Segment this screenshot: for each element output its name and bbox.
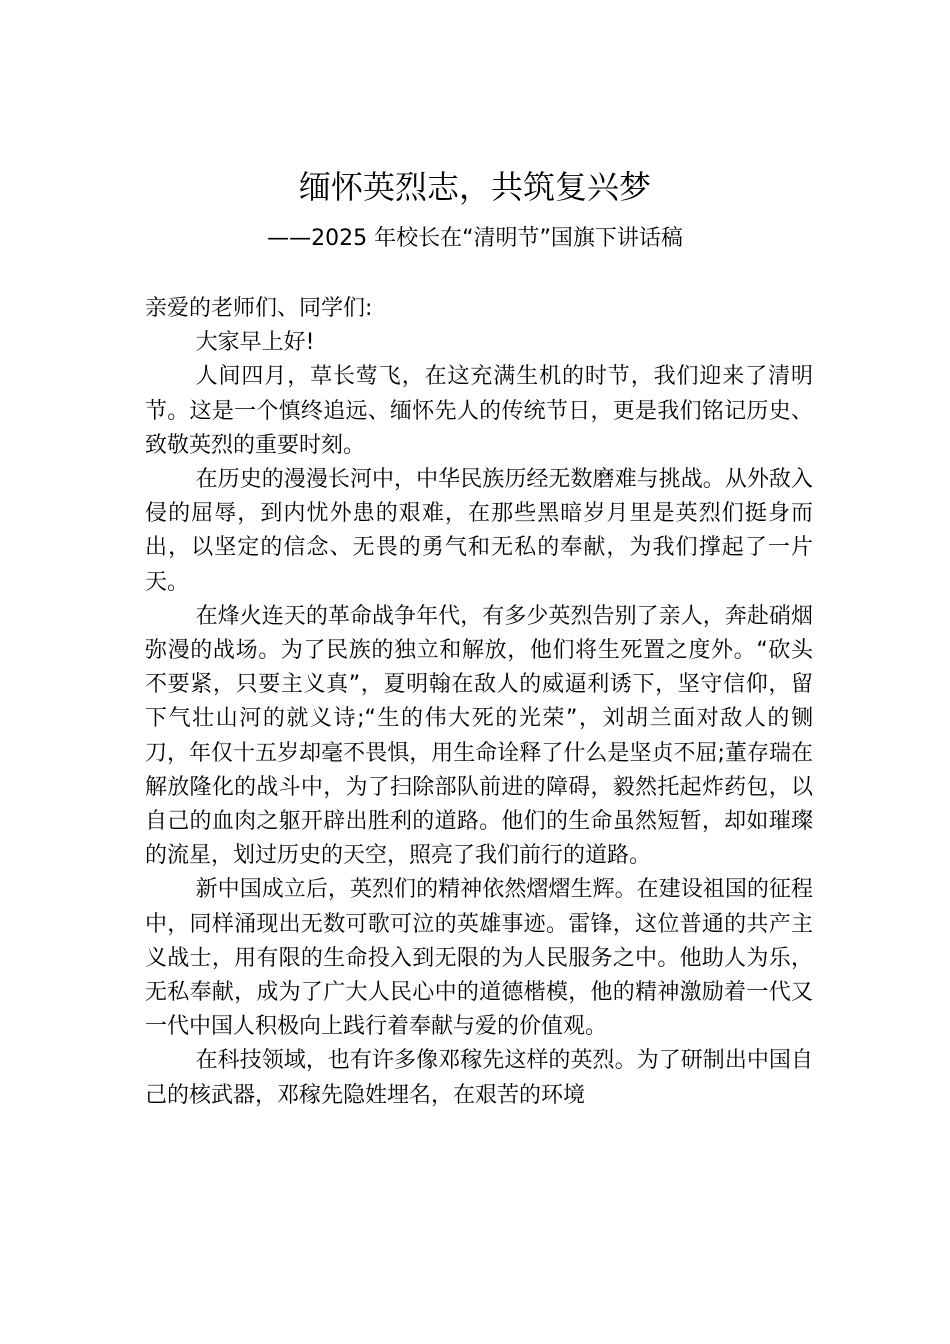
document-body (145, 292, 813, 1113)
paragraph: 在历史的漫漫长河中，中华民族历经无数磨难与挑战。从外敌入侵的屈辱，到内忧外患的艰难，在那些黑暗岁月里是英烈们挺身而出，以坚定的信念、无畏的勇气和无私的奉献，为我们撑起了一片天。 (145, 467, 813, 595)
paragraph: 人间四月，草长莺飞，在这充满生机的时节，我们迎来了清明节。这是一个慎终追远、缅怀先人的传统节日，更是我们铭记历史、致敬英烈的重要时刻。 (145, 364, 813, 458)
paragraph: 大家早上好! (195, 330, 315, 356)
document-title: 缅怀英烈志，共筑复兴梦 (298, 168, 651, 206)
salutation: 亲爱的老师们、同学们: (145, 296, 373, 321)
document-subtitle: ——2025 年校长在“清明节”国旗下讲话稿 (267, 226, 683, 251)
paragraph: 在科技领域，也有许多像邓稼先这样的英烈。为了研制出中国自己的核武器，邓稼先隐姓埋名，在艰苦的环境 (145, 1048, 813, 1108)
paragraph: 新中国成立后，英烈们的精神依然熠熠生辉。在建设祖国的征程中，同样涌现出无数可歌可泣的英雄事迹。雷锋，这位普通的共产主义战士，用有限的生命投入到无限的为人民服务之中。他助人为乐，无私奉献，成为了广大人民心中的道德楷模，他的精神激励着一代又一代中国人积极向上践行着奉献与爱的价值观。 (145, 877, 813, 1040)
paragraph: 在烽火连天的革命战争年代，有多少英烈告别了亲人，奔赴硝烟弥漫的战场。为了民族的独立和解放，他们将生死置之度外。“砍头不要紧，只要主义真”，夏明翰在敌人的威逼利诱下，坚守信仰，留下气壮山河的就义诗;“生的伟大死的光荣”，刘胡兰面对敌人的铡刀，年仅十五岁却毫不畏惧，用生命诠释了什么是坚贞不屈;董存瑞在解放隆化的战斗中，为了扫除部队前进的障碍，毅然托起炸药包，以自己的血肉之躯开辟出胜利的道路。他们的生命虽然短暂，却如璀璨的流星，划过历史的天空，照亮了我们前行的道路。 (145, 603, 813, 869)
